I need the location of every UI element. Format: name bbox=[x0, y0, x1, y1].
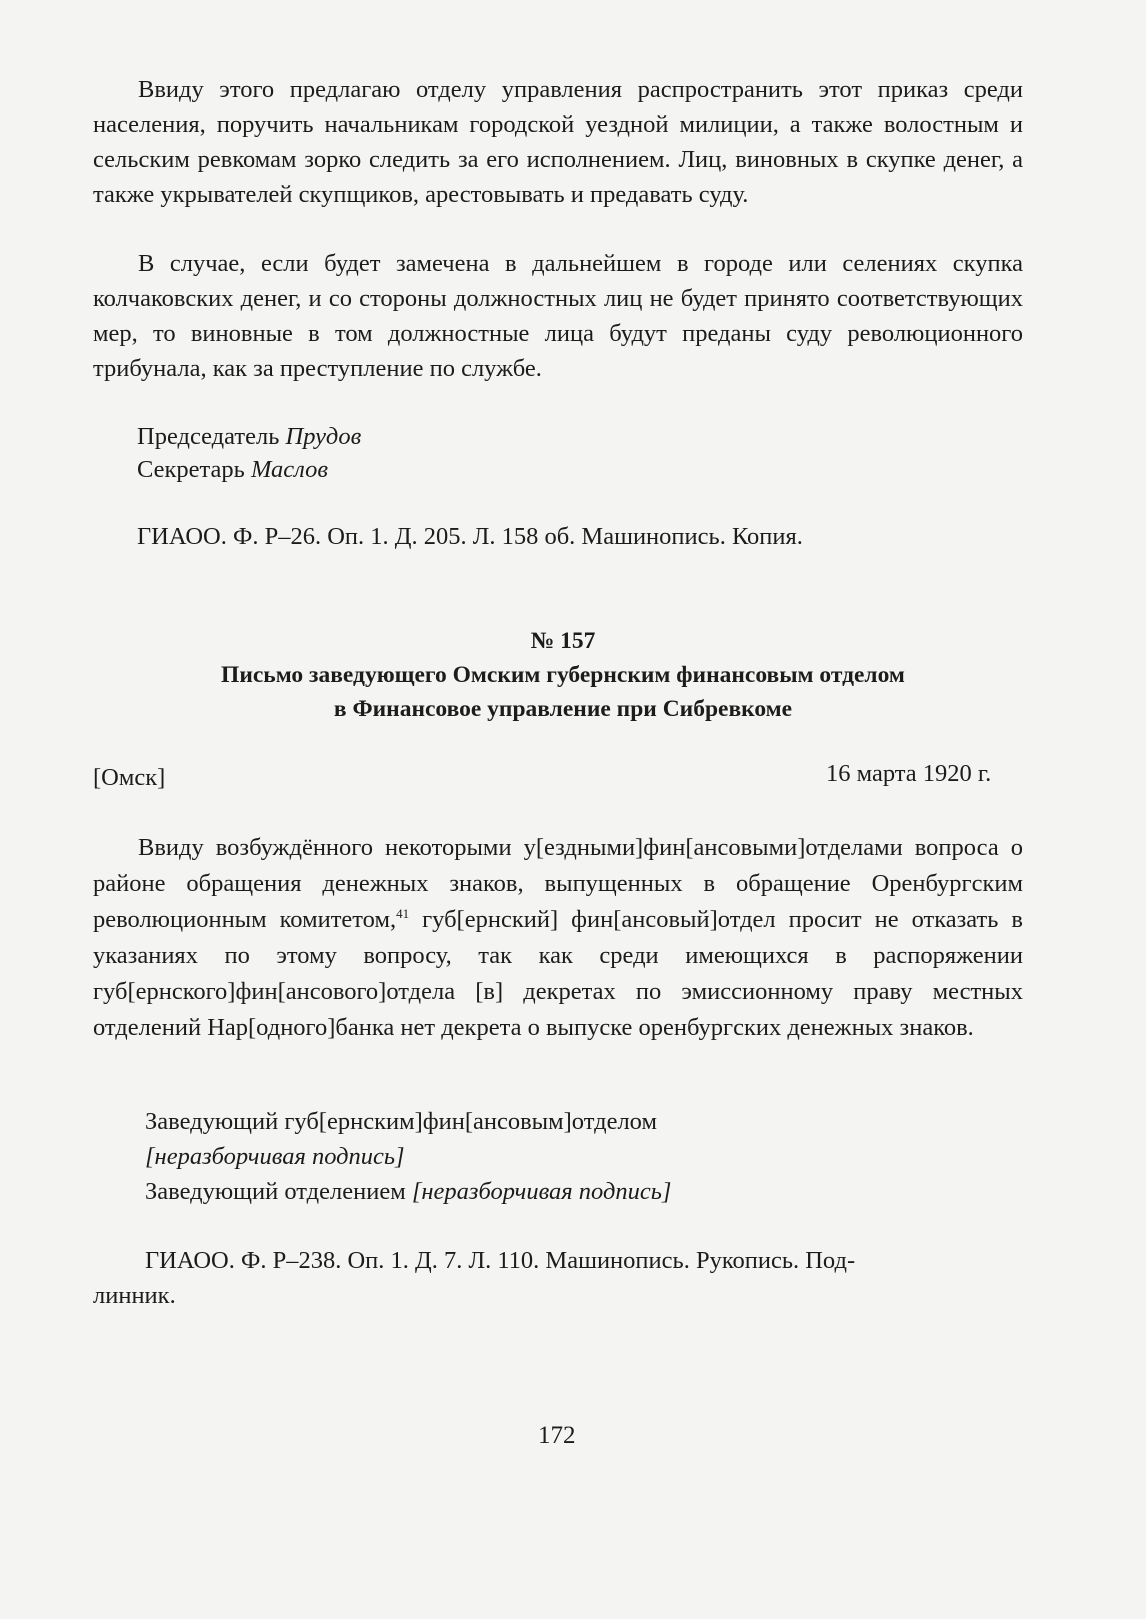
document-place: [Омск] bbox=[93, 764, 166, 791]
document-title-line-1: Письмо заведующего Омским губернским финансовым отделом bbox=[221, 662, 905, 688]
letter-signature-line-3 bbox=[145, 1176, 671, 1208]
letter-signature-line-1: Заведующий губ[ернским]фин[ансовым]отделом bbox=[145, 1108, 657, 1135]
archive-source-2-line-1: ГИАОО. Ф. Р–238. Оп. 1. Д. 7. Л. 110. Машинопись. Рукопись. Под- bbox=[145, 1247, 856, 1274]
order-paragraph-1: Ввиду этого предлагаю отделу управления распространить этот приказ среди населения, поручить начальникам городской уездной милиции, а также волостным и сельским ревкомам зорко следить за его исполнением. Лиц, виновных в скупке денег, а также укрывателей скупщиков, арестовывать и предавать суду. bbox=[93, 76, 1023, 208]
signature-illegible: [неразборчивая подпись] bbox=[411, 1178, 672, 1205]
archive-source-2-line-2: линник. bbox=[93, 1282, 176, 1309]
signature-chairman bbox=[137, 421, 361, 453]
signature-role: Заведующий отделением bbox=[145, 1178, 412, 1205]
letter-text-part-1: Ввиду возбуждённого некоторыми у[ездными]фин[ансовыми]отделами вопроса о районе обращения денежных знаков, выпущенных в обращение Оренбургским революционным комитетом, bbox=[93, 834, 1023, 933]
page-number: 172 bbox=[538, 1422, 576, 1449]
document-title-line-2: в Финансовое управление при Сибревкоме bbox=[333, 696, 793, 722]
footnote-reference: 41 bbox=[396, 905, 410, 921]
signature-name: Маслов bbox=[250, 456, 329, 483]
letter-paragraph bbox=[93, 830, 1023, 1046]
signature-role: Председатель bbox=[137, 423, 280, 450]
archive-source-1: ГИАОО. Ф. Р–26. Оп. 1. Д. 205. Л. 158 об. Машинопись. Копия. bbox=[137, 523, 803, 550]
document-date: 16 марта 1920 г. bbox=[826, 760, 992, 787]
document-number: № 157 bbox=[530, 628, 596, 654]
signature-secretary bbox=[137, 454, 328, 486]
signature-name: Прудов bbox=[285, 423, 362, 450]
signature-role: Секретарь bbox=[137, 456, 245, 483]
order-paragraph-2: В случае, если будет замечена в дальнейшем в городе или селениях скупка колчаковских денег, и со стороны должностных лиц не будет принято соответствующих мер, то виновные в том должностные лица будут преданы суду революционного трибунала, как за преступление по службе. bbox=[93, 250, 1023, 382]
letter-text-part-2: губ[ернский] фин[ансовый]отдел просит не отказать в указаниях по этому вопросу, так как среди имеющихся в распоряжении губ[ернского]фин[ансового]отдела [в] декретах по эмиссионному праву местных отделений Нар[одного]банка нет декрета о выпуске оренбургских денежных знаков. bbox=[93, 906, 1024, 1041]
letter-signature-line-2: [неразборчивая подпись] bbox=[145, 1143, 405, 1170]
